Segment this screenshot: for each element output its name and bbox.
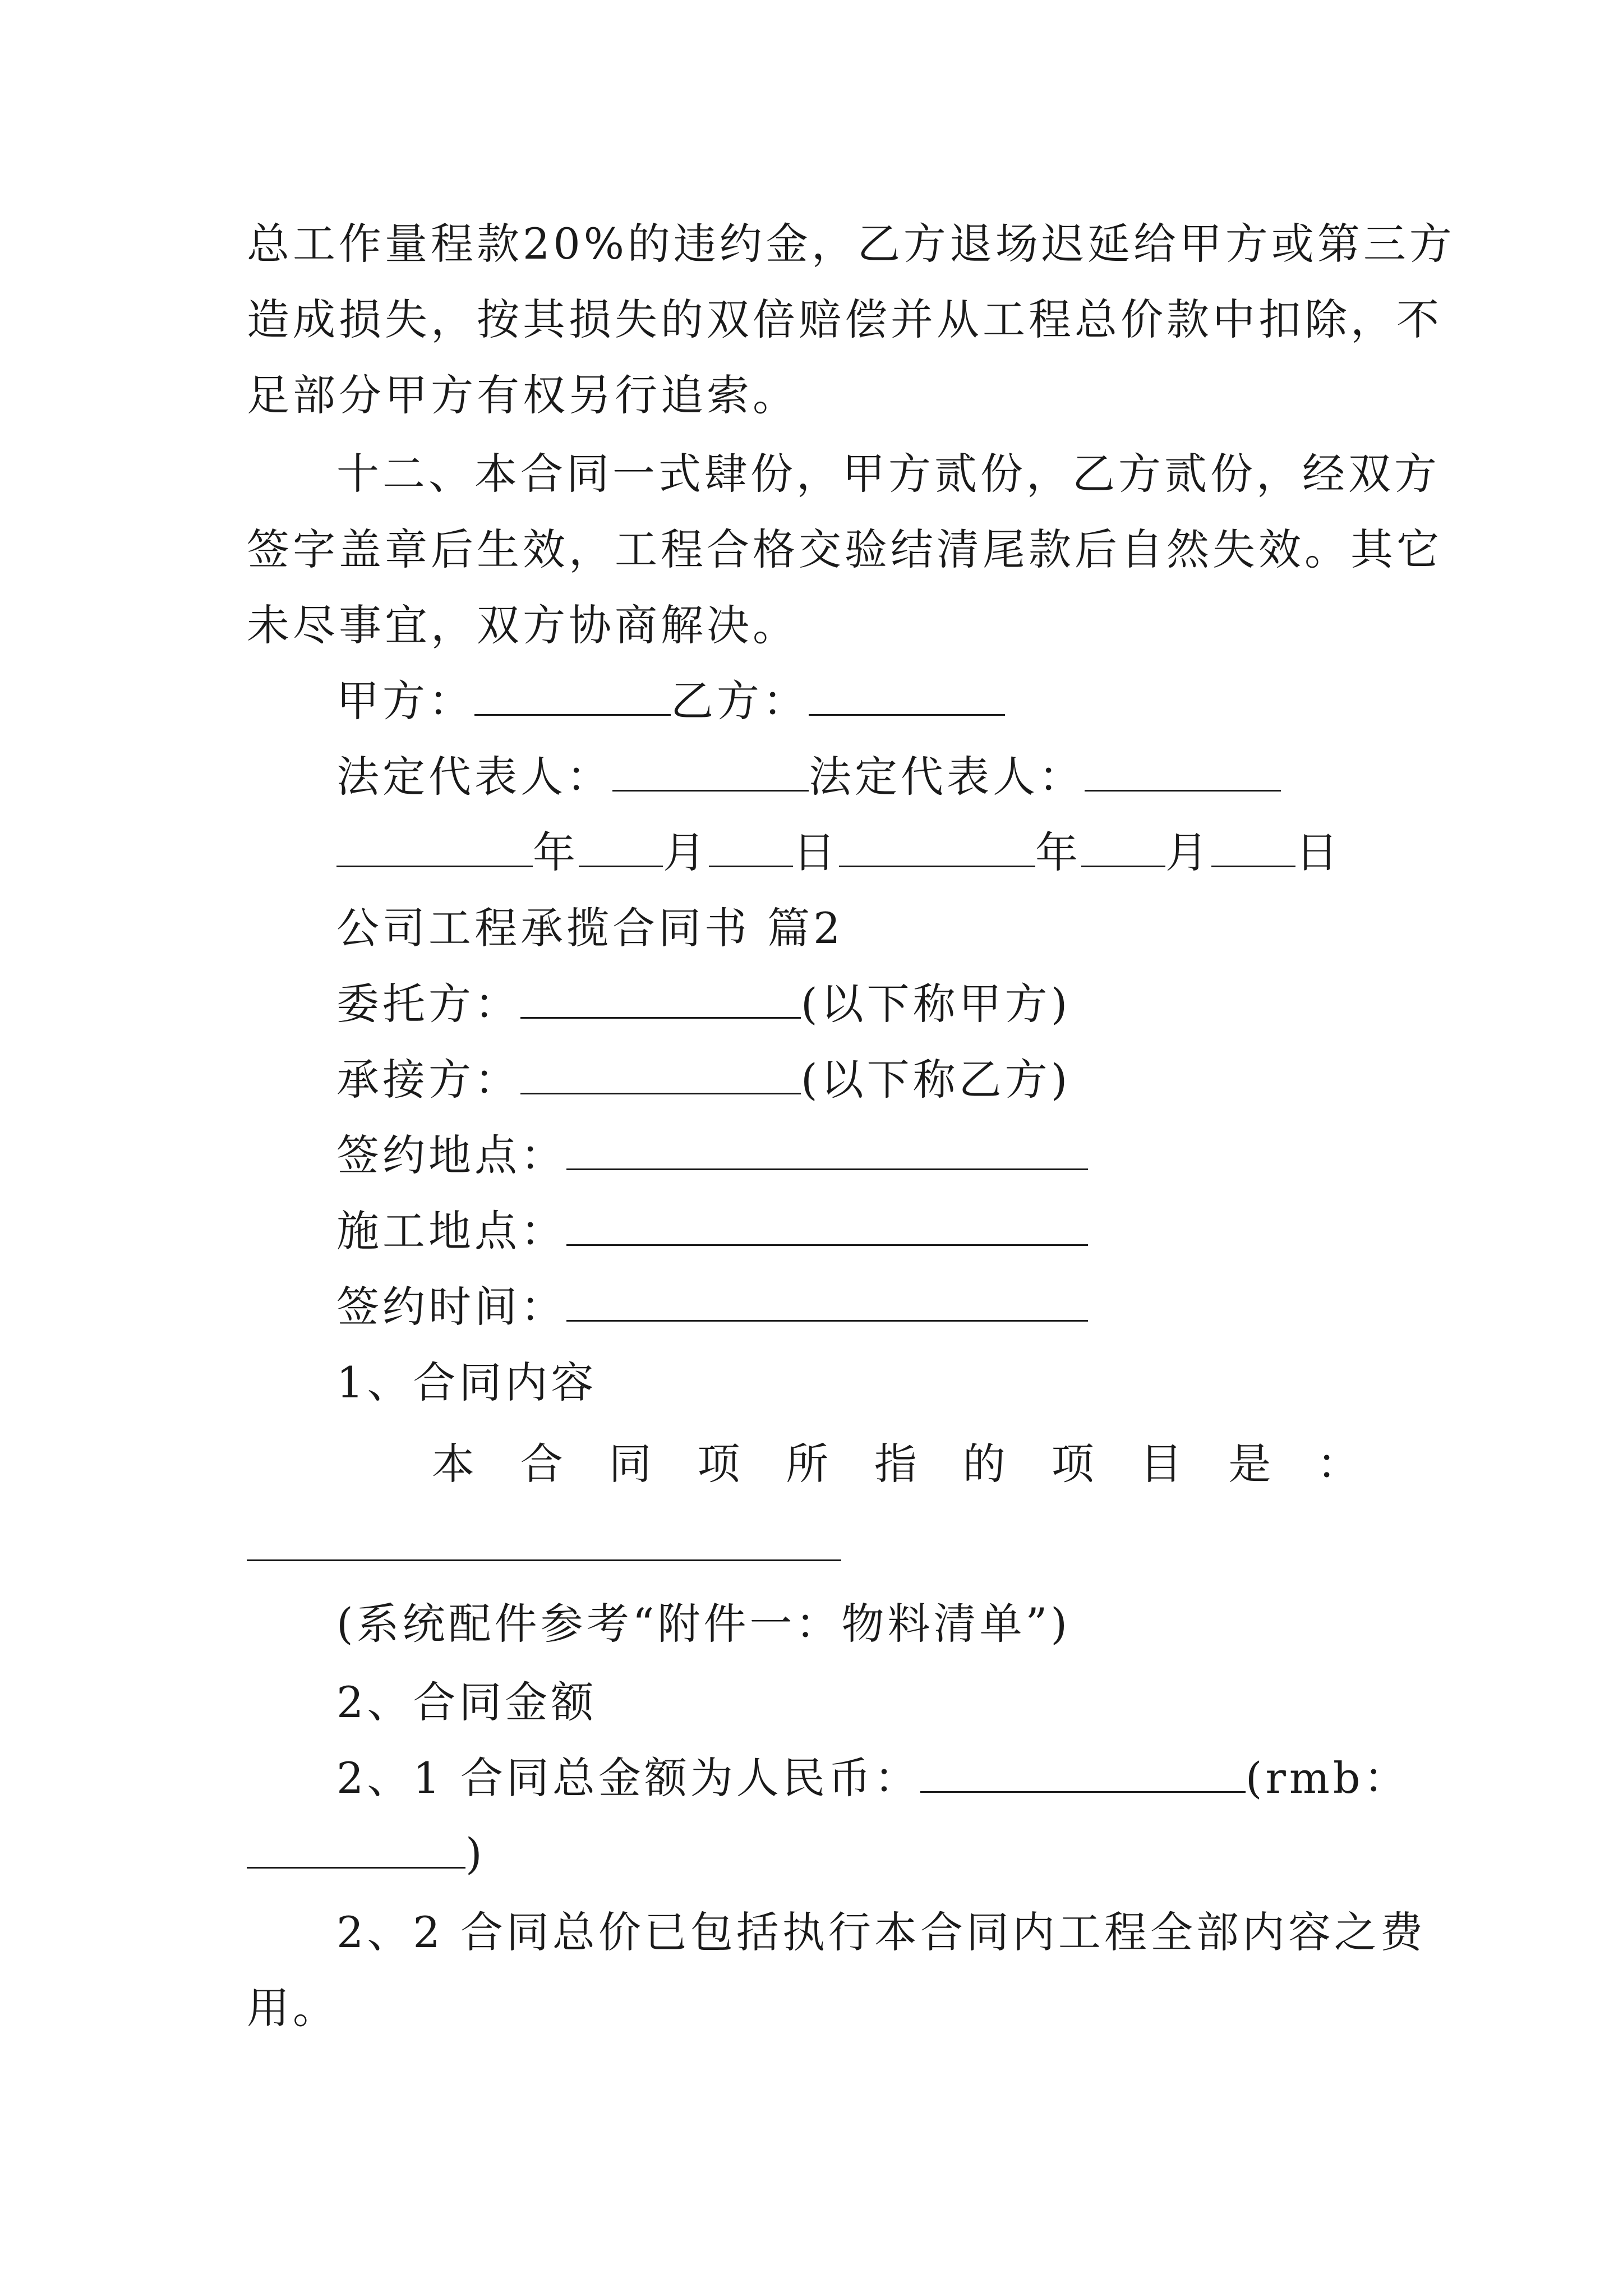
sign-place-label: 签约地点： (336, 1130, 566, 1180)
month-label: 月 (663, 827, 709, 877)
day-blank (709, 826, 793, 867)
date-row (336, 825, 1341, 881)
rep-a-blank (612, 751, 809, 792)
sign-time-label: 签约时间： (336, 1282, 566, 1332)
party-signature-row (336, 673, 1005, 729)
party-a-blank (474, 675, 671, 716)
paragraph-line: 签字盖章后生效，工程合格交验结清尾款后自然失效。其它 (247, 524, 1442, 574)
rep-a-label: 法定代表人： (336, 752, 612, 802)
item2-2-line: 2、2 合同总价已包括执行本合同内工程全部内容之费 (336, 1907, 1426, 1957)
rep-b-blank (1085, 751, 1281, 792)
contractor-row (336, 1052, 1071, 1108)
item2-title: 2、合同金额 (336, 1677, 597, 1727)
rep-b-label: 法定代表人： (809, 752, 1085, 802)
paragraph-line: 总工作量程款20%的违约金，乙方退场迟延给甲方或第三方 (247, 219, 1455, 269)
year-label: 年 (1035, 827, 1081, 877)
client-blank (520, 978, 801, 1019)
month-label: 月 (1165, 827, 1211, 877)
contractor-suffix: (以下称乙方) (801, 1055, 1071, 1105)
contractor-blank (520, 1053, 801, 1094)
party-a-label: 甲方： (336, 676, 474, 726)
year-blank (839, 826, 1035, 867)
item2-1-text: 2、1 合同总金额为人民币： (336, 1753, 920, 1803)
day-label: 日 (793, 827, 839, 877)
day-label: 日 (1295, 827, 1341, 877)
rmb-close: ) (465, 1829, 486, 1879)
client-row (336, 976, 1071, 1032)
month-blank (579, 826, 663, 867)
year-label: 年 (533, 827, 579, 877)
rmb-label: (rmb： (1245, 1753, 1410, 1803)
item1-blank (247, 1559, 841, 1561)
party-b-blank (809, 675, 1005, 716)
item2-1-row (336, 1750, 1410, 1806)
section-title: 公司工程承揽合同书 篇2 (336, 903, 844, 953)
contractor-label: 承接方： (336, 1055, 520, 1105)
paragraph-line: 足部分甲方有权另行追索。 (247, 370, 799, 420)
sign-place-row (336, 1128, 1088, 1184)
item1-note: (系统配件参考“附件一：物料清单”) (336, 1599, 1071, 1649)
work-place-blank (566, 1205, 1088, 1246)
work-place-label: 施工地点： (336, 1206, 566, 1256)
client-suffix: (以下称甲方) (801, 979, 1071, 1029)
work-place-row (336, 1203, 1088, 1259)
sign-time-row (336, 1279, 1088, 1335)
rmb-blank (247, 1828, 465, 1869)
representative-row (336, 749, 1281, 805)
paragraph-line: 造成损失，按其损失的双倍赔偿并从工程总价款中扣除，不 (247, 295, 1442, 344)
day-blank (1211, 826, 1295, 867)
item2-1-cont (247, 1826, 486, 1882)
sign-time-blank (566, 1281, 1088, 1322)
year-blank (336, 826, 533, 867)
client-label: 委托方： (336, 979, 520, 1029)
item2-2-line: 用。 (247, 1983, 339, 2033)
item1-title: 1、合同内容 (336, 1358, 597, 1407)
month-blank (1081, 826, 1165, 867)
sign-place-blank (566, 1129, 1088, 1170)
item1-text: 本合同项所指的项目是： (432, 1439, 1363, 1489)
paragraph-line: 十二、本合同一式肆份，甲方贰份，乙方贰份，经双方 (336, 449, 1440, 499)
amount-blank (920, 1752, 1246, 1793)
party-b-label: 乙方： (671, 676, 809, 726)
paragraph-line: 未尽事宜，双方协商解决。 (247, 600, 799, 650)
